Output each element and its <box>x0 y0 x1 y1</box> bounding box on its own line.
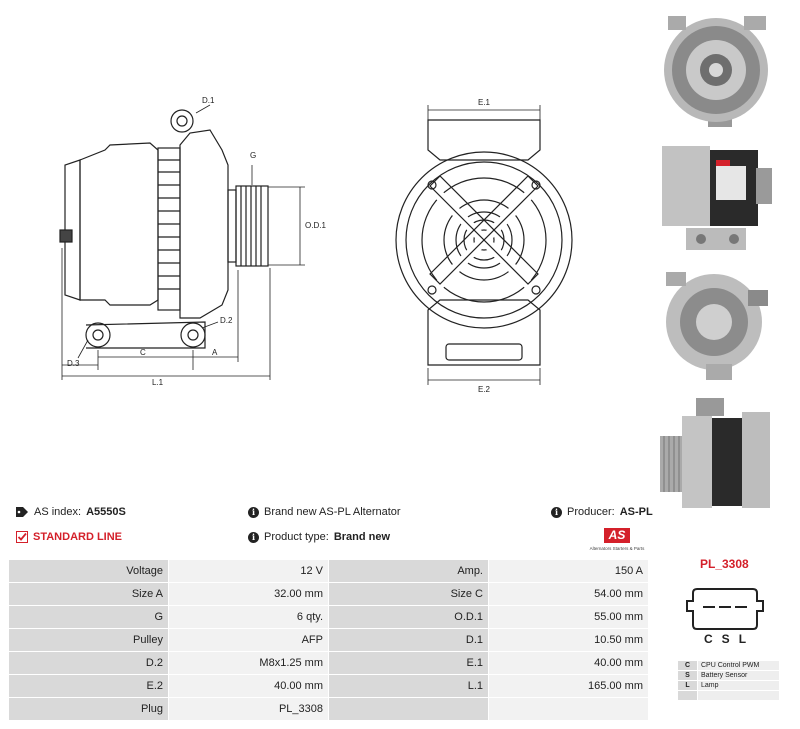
spec-label: G <box>9 606 169 629</box>
spec-row <box>9 606 649 629</box>
product-photo-front[interactable] <box>656 8 776 130</box>
product-photo-rear[interactable] <box>656 266 776 384</box>
spec-value: AFP <box>169 629 329 652</box>
spec-value: 10.50 mm <box>489 629 649 652</box>
info-icon: i <box>248 532 259 543</box>
spec-label: Plug <box>9 698 169 721</box>
spec-value: 32.00 mm <box>169 583 329 606</box>
spec-value: 54.00 mm <box>489 583 649 606</box>
spec-label: Amp. <box>329 560 489 583</box>
spec-value: 6 qty. <box>169 606 329 629</box>
spec-label: Size A <box>9 583 169 606</box>
producer-label: Producer: <box>567 506 615 518</box>
side-view <box>60 110 268 348</box>
label-d1: D.1 <box>202 96 215 105</box>
spec-label: Voltage <box>9 560 169 583</box>
product-type-value: Brand new <box>333 531 391 543</box>
spec-value: 12 V <box>169 560 329 583</box>
connector-code: PL_3308 <box>700 557 749 571</box>
connector-pin-letters <box>704 632 746 646</box>
as-index-value: A5550S <box>86 506 126 518</box>
pin-legend-row: L Lamp <box>678 681 780 691</box>
label-c: C <box>140 348 146 357</box>
spec-row <box>9 560 649 583</box>
pin-letter: C <box>704 632 713 646</box>
spec-label: D.2 <box>9 652 169 675</box>
brand-row <box>248 506 401 518</box>
label-l1: L.1 <box>152 378 164 387</box>
product-type-label: Product type: <box>264 531 329 543</box>
spec-label: Pulley <box>9 629 169 652</box>
standard-line-label: STANDARD LINE <box>33 531 123 543</box>
product-photo-pulley[interactable] <box>656 396 776 514</box>
logo-mark: AS <box>604 528 631 543</box>
spec-value: 165.00 mm <box>489 675 649 698</box>
product-type-row <box>248 531 390 543</box>
spec-value: M8x1.25 mm <box>169 652 329 675</box>
label-a: A <box>212 348 218 357</box>
label-d3: D.3 <box>67 359 80 368</box>
label-e2: E.2 <box>478 385 491 394</box>
spec-row <box>9 675 649 698</box>
technical-drawing <box>0 0 650 400</box>
pin-legend-row: C CPU Control PWM <box>678 661 780 671</box>
tag-icon <box>16 507 29 517</box>
pin-letter: L <box>738 632 747 646</box>
spec-label: Size C <box>329 583 489 606</box>
pin-legend-table <box>677 660 780 701</box>
pin-legend-row <box>678 691 780 701</box>
product-photo-side[interactable] <box>656 138 776 260</box>
standard-line-row <box>16 531 122 543</box>
info-icon: i <box>551 507 562 518</box>
front-view <box>396 120 572 365</box>
spec-value: 150 A <box>489 560 649 583</box>
spec-label: D.1 <box>329 629 489 652</box>
as-pl-logo <box>584 526 650 551</box>
spec-value: PL_3308 <box>169 698 329 721</box>
spec-value <box>489 698 649 721</box>
as-index-row <box>16 506 126 518</box>
spec-value: 55.00 mm <box>489 606 649 629</box>
label-g: G <box>250 151 257 160</box>
brand-text: Brand new AS-PL Alternator <box>264 506 401 518</box>
spec-label: E.1 <box>329 652 489 675</box>
spec-value: 40.00 mm <box>169 675 329 698</box>
pin-letter: S <box>721 632 730 646</box>
spec-label: O.D.1 <box>329 606 489 629</box>
label-od1: O.D.1 <box>305 221 326 230</box>
spec-row <box>9 698 649 721</box>
spec-label: E.2 <box>9 675 169 698</box>
label-d2: D.2 <box>220 316 233 325</box>
logo-tagline: Alternators Starters & Parts <box>589 546 645 551</box>
info-icon: i <box>248 507 259 518</box>
spec-row <box>9 652 649 675</box>
pin-legend-row: S Battery Sensor <box>678 671 780 681</box>
spec-label: L.1 <box>329 675 489 698</box>
spec-label <box>329 698 489 721</box>
as-index-label: AS index: <box>34 506 82 518</box>
spec-row <box>9 629 649 652</box>
spec-row <box>9 583 649 606</box>
checkbox-check-icon <box>16 531 28 543</box>
spec-value: 40.00 mm <box>489 652 649 675</box>
connector-plug-diagram <box>685 585 765 633</box>
spec-table <box>8 559 649 721</box>
producer-value: AS-PL <box>619 506 653 518</box>
producer-row <box>551 506 653 518</box>
label-e1: E.1 <box>478 98 491 107</box>
